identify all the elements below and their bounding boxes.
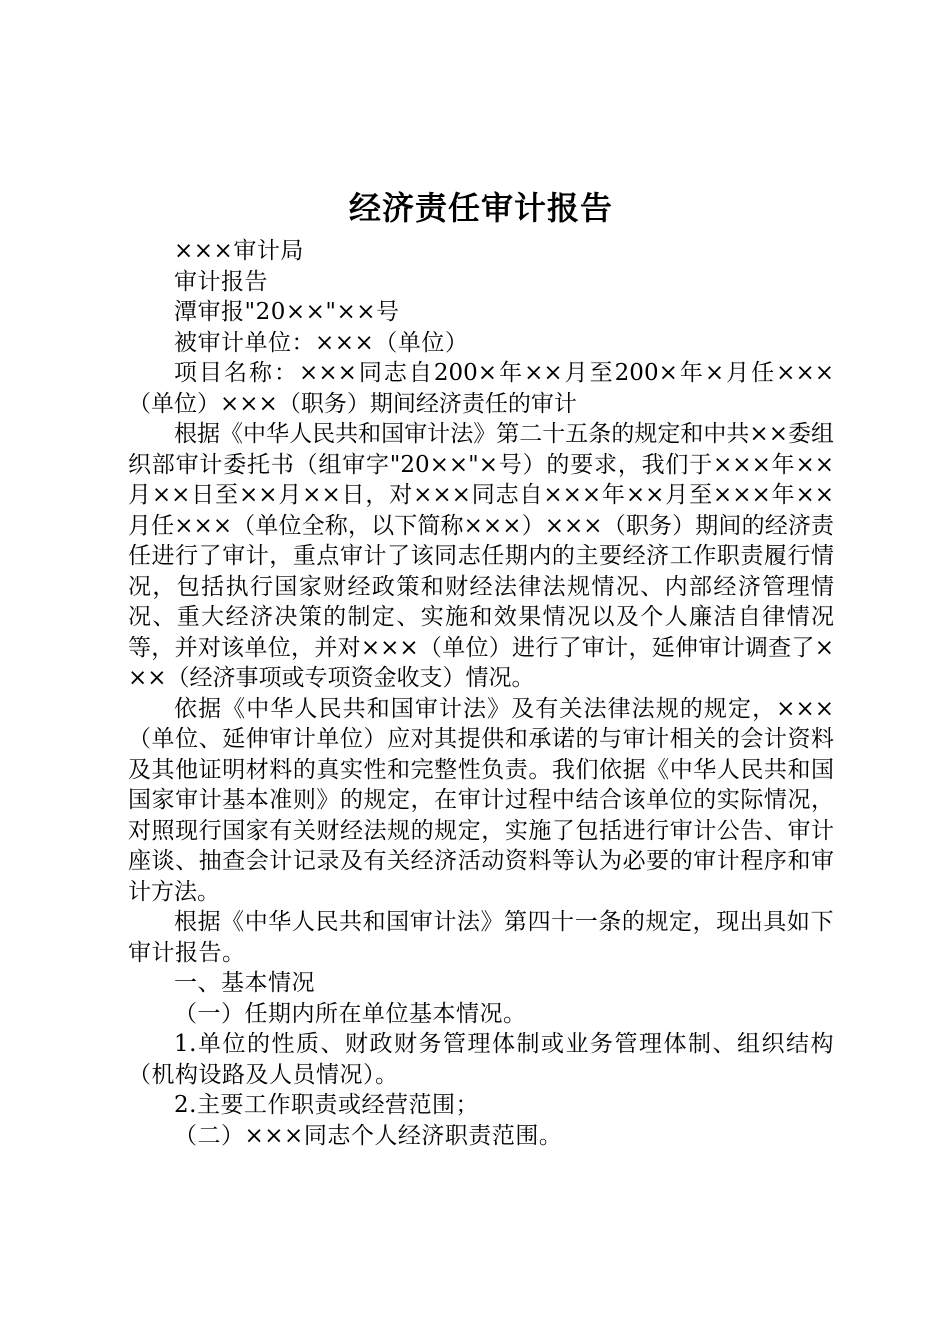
subsection-heading: （二）×××同志个人经济职责范围。 <box>174 1122 563 1149</box>
report-type-line: 审计报告 <box>174 268 268 295</box>
section-heading: 一、基本情况 <box>174 970 315 996</box>
project-name-line: 项目名称：×××同志自200×年××月至200×年×月任×××（单位）×××（职务）期间经济责任的审计 <box>128 360 834 417</box>
document-title: 经济责任审计报告 <box>348 189 613 227</box>
report-number-line: 潭审报"20××"××号 <box>174 299 400 325</box>
body-paragraph: 根据《中华人民共和国审计法》第二十五条的规定和中共××委组织部审计委托书（组审字"20××"×号）的要求，我们于×××年××月××日至××月××日，对×××同志自×××年××月至×××年××月任×××（单位全称，以下简称×××）×××（职务）期间的经济责任进行了审计，重点审计了该同志任期内的主要经济工作职责履行情况，包括执行国家财经政策和财经法律法规情况、内部经济管理情况、重大经济决策的制定、实施和效果情况以及个人廉洁自律情况等，并对该单位，并对×××（单位）进行了审计，延伸审计调查了×××（经济事项或专项资金收支）情况。 <box>128 421 834 691</box>
subsection-heading: （一）任期内所在单位基本情况。 <box>174 1000 527 1027</box>
document-page <box>128 182 834 1151</box>
body-paragraph: 依据《中华人民共和国审计法》及有关法律法规的规定，×××（单位、延伸审计单位）应对其提供和承诺的与审计相关的会计资料及其他证明材料的真实性和完整性负责。我们依据《中华人民共和国国家审计基本准则》的规定，在审计过程中结合该单位的实际情况，对照现行国家有关财经法规的规定，实施了包括进行审计公告、审计座谈、抽查会计记录及有关经济活动资料等认为必要的审计程序和审计方法。 <box>128 695 834 905</box>
list-item: 1.单位的性质、财政财务管理体制或业务管理体制、组织结构（机构设路及人员情况）。 <box>128 1031 834 1088</box>
list-item: 2.主要工作职责或经营范围； <box>174 1092 479 1118</box>
body-paragraph: 根据《中华人民共和国审计法》第四十一条的规定，现出具如下审计报告。 <box>128 909 834 966</box>
issuer-line: ×××审计局 <box>174 238 304 264</box>
audited-unit-line: 被审计单位：×××（单位） <box>174 329 469 356</box>
